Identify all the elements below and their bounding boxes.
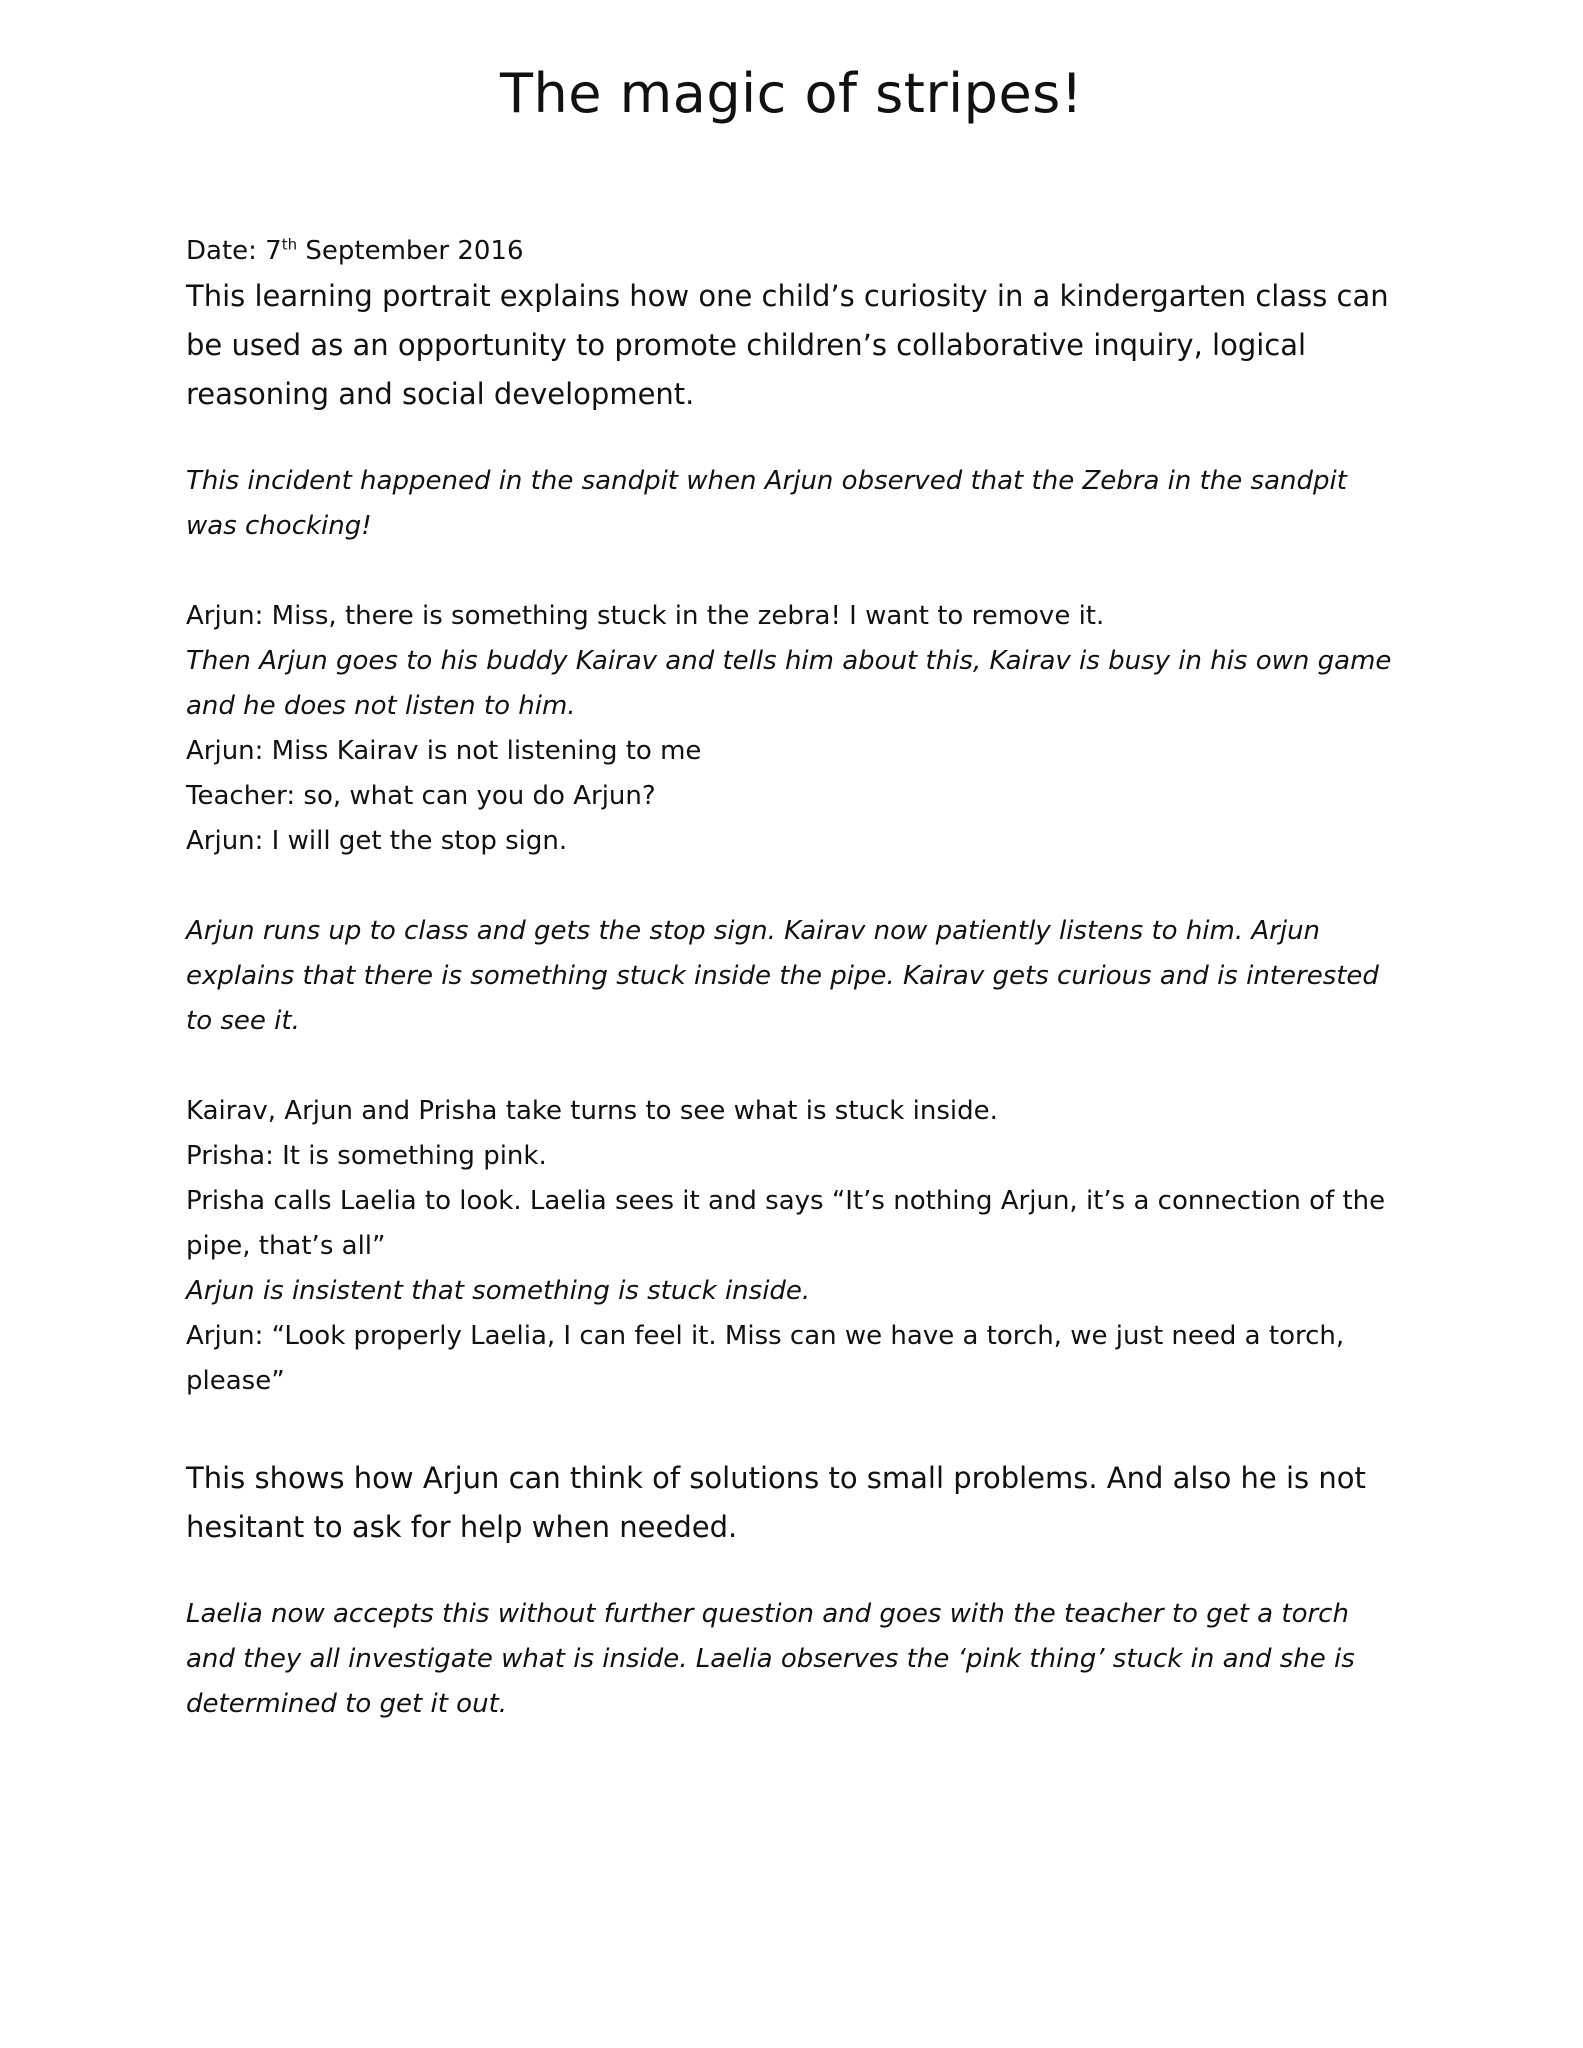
spacer (186, 419, 1396, 459)
narration-line: Then Arjun goes to his buddy Kairav and tells him about this, Kairav is busy in his own game and he does not listen to him. (186, 646, 1392, 721)
date-day-suffix: th (281, 235, 298, 254)
dialogue-line: Prisha: It is something pink. (186, 1141, 547, 1171)
spacer (186, 549, 1396, 594)
dialogue-line: Teacher: so, what can you do Arjun? (186, 781, 656, 811)
page-title: The magic of stripes! (500, 62, 1083, 125)
date-label: Date: (186, 236, 257, 266)
date-day: 7 (265, 236, 282, 266)
incident-paragraph: This incident happened in the sandpit when Arjun observed that the Zebra in the sandpit was chocking! (186, 466, 1347, 541)
spacer (186, 1552, 1396, 1592)
spacer (186, 1044, 1396, 1089)
narration-line: Arjun is insistent that something is stuck inside. (186, 1276, 811, 1306)
date-line (186, 234, 1396, 268)
date-month-year: September 2016 (305, 236, 524, 266)
dialogue-line: Prisha calls Laelia to look. Laelia sees it and says “It’s nothing Arjun, it’s a connection of the pipe, that’s all” (186, 1186, 1386, 1261)
spacer (186, 1404, 1396, 1454)
dialogue-line: Arjun: Miss, there is something stuck in the zebra! I want to remove it. (186, 601, 1105, 631)
dialogue-line: Kairav, Arjun and Prisha take turns to see what is stuck inside. (186, 1096, 998, 1126)
dialogue-line: Arjun: Miss Kairav is not listening to me (186, 736, 702, 766)
document-body (186, 234, 1396, 1727)
stop-sign-paragraph: Arjun runs up to class and gets the stop sign. Kairav now patiently listens to him. Arjun explains that there is something stuck inside the pipe. Kairav gets curious and is interested to see it. (186, 916, 1379, 1036)
reflection-paragraph: This shows how Arjun can think of solutions to small problems. And also he is not hesitant to ask for help when needed. (186, 1461, 1366, 1544)
intro-paragraph: This learning portrait explains how one child’s curiosity in a kindergarten class can be used as an opportunity to promote children’s collaborative inquiry, logical reasoning and social development. (186, 279, 1389, 411)
closing-paragraph: Laelia now accepts this without further question and goes with the teacher to get a torch and they all investigate what is inside. Laelia observes the ‘pink thing’ stuck in and she is determined to get it out. (186, 1599, 1355, 1719)
spacer (186, 864, 1396, 909)
dialogue-line: Arjun: I will get the stop sign. (186, 826, 568, 856)
dialogue-line: Arjun: “Look properly Laelia, I can feel it. Miss can we have a torch, we just need a torch, please” (186, 1321, 1345, 1396)
